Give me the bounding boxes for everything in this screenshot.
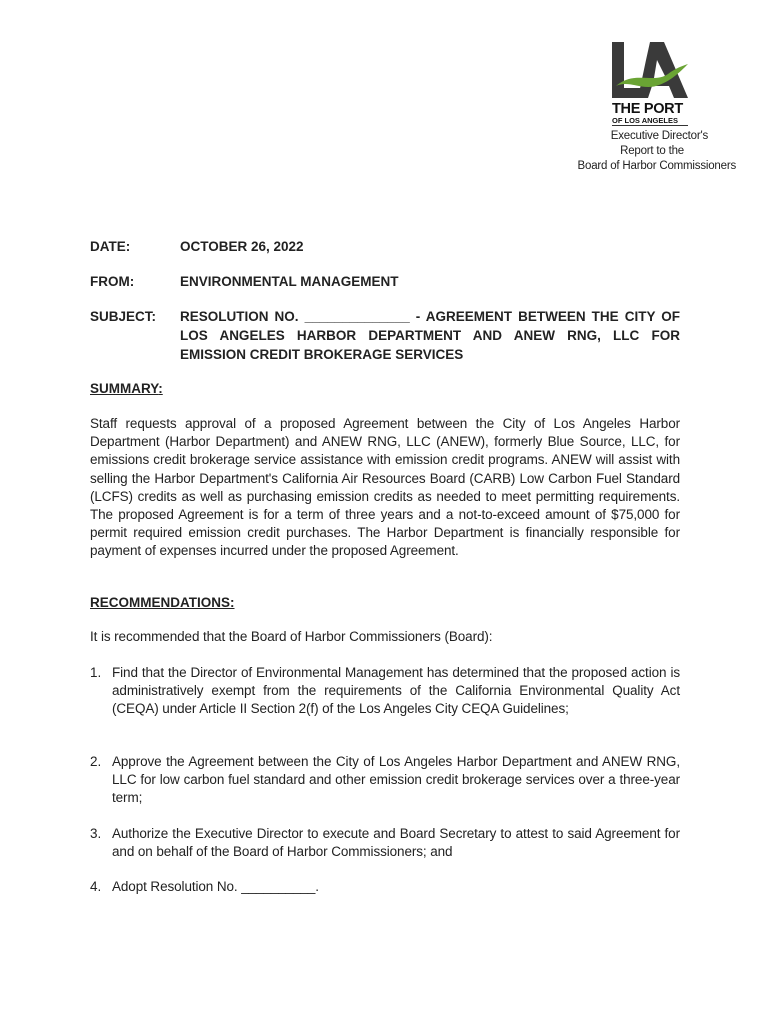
summary-heading-text: SUMMARY (90, 381, 159, 396)
date-label: DATE: (90, 239, 131, 254)
la-logo-icon (610, 40, 690, 100)
subject-label: SUBJECT: (90, 309, 157, 324)
report-title-line-3: Board of Harbor Commissioners (577, 160, 736, 172)
logo-sub-text: OF LOS ANGELES (612, 116, 678, 125)
subject-value: RESOLUTION NO. ______________ - AGREEMENT BETWEEN THE CITY OF LOS ANGELES HARBOR DEPARTMENT AND ANEW RNG, LLC FOR EMISSION CREDIT BROKERAGE SERVICES (180, 309, 680, 362)
list-item (90, 664, 680, 719)
report-title-line-1: Executive Director's (610, 130, 708, 142)
list-item (90, 825, 680, 861)
port-logo (610, 40, 690, 100)
from-label: FROM: (90, 274, 135, 289)
recommendations-heading-text: RECOMMENDATIONS (90, 595, 230, 610)
list-item-text: Approve the Agreement between the City of Los Angeles Harbor Department and ANEW RNG, LLC for low carbon fuel standard and other emission credit brokerage services over a three-year term; (112, 754, 680, 806)
list-item (90, 878, 680, 896)
list-item-number: 3. (90, 826, 102, 841)
list-item (90, 753, 680, 808)
report-title (578, 129, 736, 174)
list-item-text: Authorize the Executive Director to execute and Board Secretary to attest to said Agreement for and on behalf of the Board of Harbor Commissioners; and (112, 826, 680, 860)
recommendations-intro: It is recommended that the Board of Harbor Commissioners (Board): (90, 629, 493, 644)
date-field (90, 237, 680, 256)
list-item-number: 4. (90, 879, 102, 894)
summary-text: Staff requests approval of a proposed Agreement between the City of Los Angeles Harbor Department (Harbor Department) and ANEW RNG, LLC (ANEW), formerly Blue Source, LLC, for emissions credit brokerage service assistance with emission credit programs. ANEW will assist with selling the Harbor Department's California Air Resources Board (CARB) Low Carbon Fuel Standard (LCFS) credits as well as purchasing emission credits as needed to meet permitting requirements. The proposed Agreement is for a term of three years and a not-to-exceed amount of $75,000 for permit required emission credit purchases. The Harbor Department is financially responsible for payment of expenses incurred under the proposed Agreement. (90, 416, 680, 559)
subject-field (90, 307, 680, 364)
list-item-number: 1. (90, 665, 102, 680)
from-value: ENVIRONMENTAL MANAGEMENT (180, 274, 399, 289)
logo-port-text: THE PORT (612, 101, 683, 117)
logo-divider (612, 125, 688, 126)
report-title-line-2: Report to the (620, 145, 684, 157)
list-item-text: Adopt Resolution No. __________. (112, 879, 319, 894)
list-item-number: 2. (90, 754, 102, 769)
list-item-text: Find that the Director of Environmental Management has determined that the proposed action is administratively exempt from the requirements of the California Environmental Quality Act (CEQA) under Article II Section 2(f) of the Los Angeles City CEQA Guidelines; (112, 665, 680, 717)
recommendations-heading: RECOMMENDATIONS: (90, 595, 235, 610)
summary-heading: SUMMARY: (90, 381, 163, 396)
from-field (90, 272, 680, 291)
date-value: OCTOBER 26, 2022 (180, 239, 304, 254)
